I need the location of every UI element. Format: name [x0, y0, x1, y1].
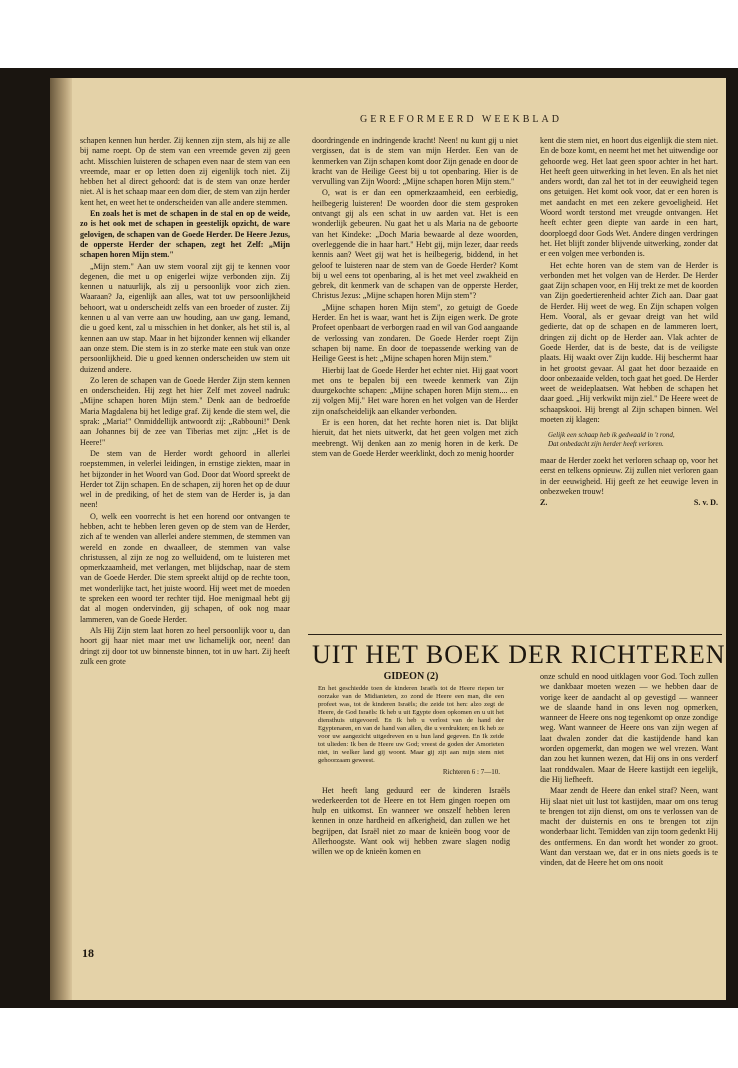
paragraph: Maar zendt de Heere dan enkel straf? Neen, want Hij slaat niet uit lust tot kastijden, maar om ons terug te brengen tot zijn dienst, om ons te verlossen van de macht der duisternis en ons te brengen tot zijn wonderbaar licht. Temidden van zijn toorn gedenkt Hij des ontfermens. En dan wordt het wonder zo groot. Want dan verstaan we, dat er in ons niets goeds is te vinden, dat de Heere het om ons nooit — [540, 786, 718, 868]
column-2 — [312, 136, 518, 460]
paragraph: Zo leren de schapen van de Goede Herder Zijn stem kennen en onderscheiden. Hij zegt het hier Zelf met zoveel nadruk: „Mijne schapen horen Mijn stem." Denk aan de bedroefde Maria Magdalena bij het ledige graf. Zij kende die stem wel, die sprak: „Maria!" Onmiddellijk antwoordt zij: „Rabbouni!" Denk aan Johannes bij de zee van Tiberias met zijn: „Het is de Heere!" — [80, 375, 290, 447]
scripture-reference: Richteren 6 : 7—10. — [442, 768, 500, 777]
section-subtitle: GIDEON (2) — [383, 671, 439, 682]
paragraph: Het echte horen van de stem van de Herder is verbonden met het volgen van de Herder. De Herder gaat Zijn schapen voor, en Hij trekt ze met de koorden van Zijn goedertierenheid achter Zich aan. Daar gaat de Herder. Hij weet de weg. En Zijn schapen volgen Hem. Vooral, als er gevaar dreigt van het wild gedierte, dat op de schapen en de lammeren loert, dringen zij dicht op de Herder aan. Vlak achter de Goede Herder, dat is de beste, dat is de veiligste plaats. Hij waakt over Zijn kudde. Hij beschermt haar in het grootst gevaar. Al gaat het door bezaaide en door onbezaaide velden, toch gaat het goed. De Herder weet de weideplaatsen. Wat hebben de schapen het daar goed. „Hij verkwikt mijn ziel." De Heere weet de schaapskooi. Hij brengt al Zijn schapen binnen. Wel moeten zij klagen: — [540, 260, 718, 425]
paragraph: schapen kennen hun herder. Zij kennen zijn stem, als hij ze alle bij name roept. Op de stem van een vreemde geven zij geen acht. Misschien luisteren de schapen even naar de stem van een vreemde, maar er op letten doen zij eigenlijk toch niet. Zij hebben het al direct gehoord: dat is de stem van onze herder niet. Al is het schaap maar een dom dier, de stem van zijn herder kent het, en weet het te onderscheiden van alle andere stemmen. — [80, 136, 290, 207]
signature-row — [540, 498, 718, 508]
paragraph: O, welk een voorrecht is het een horend oor ontvangen te hebben, acht te hebben leren geven op de stem van de Herder, zich af te wenden van allerlei andere stemmen, de stemmen van wereld en zonde en dwaalleer, de stemmen van valse christussen, al zijn ze nog zo welluidend, om te luisteren met opmerkzaamheid, met verlangen, met blijdschap, naar de stem van de Goede Herder. Die stem spreekt altijd op de rechte toon, met wonderlijke tact, het juiste woord. Hij weet met de moeden te spreken een woord ter rechter tijd. Hoe menigmaal hebt gij dat al mogen ondervinden, gij schapen, of ook nog maar lammeren, van de Goede Herder. — [80, 511, 290, 624]
poem-quote — [548, 431, 718, 448]
paragraph: Het heeft lang geduurd eer de kinderen Israëls wederkeerden tot de Heere en tot Hem gingen roepen om hulp en uitkomst. En wanneer we onszelf hebben leren kennen in onze hardheid en afkerigheid, dan zullen we het begrijpen, dat Israël niet zo maar de knieën boog voor de Allerhoogste. Want ook wij hebben zware slagen nodig willen we op de knieën komen en — [312, 785, 510, 857]
paragraph: O, wat is er dan een opmerkzaamheid, een eerbiedig, heilbegerig luisteren! De woorden door die stem gesproken ontvangt gij als een schat in uw aarden vat. Het is een wonderlijk gebeuren. Nu gaat het u als Maria na de geboorte van het Kindeke: „Doch Maria bewaarde al deze woorden, overleggende die in haar hart." Hebt gij, mijn lezer, daar reeds kennis aan? Weet gij wat het is heilbegerig, biddend, in het geloof te luisteren naar de stem van de Goede Herder? Komt bij u wel eens tot openbaring, al is het met veel zwakheid en gebrek, dit kenmerk van de schapen van de opperste Herder, Christus Jezus: „Mijne schapen horen Mijn stem"? — [312, 188, 518, 301]
poem-line: Gelijk een schaap heb ik gedwaald in 't rond, — [548, 431, 675, 440]
paragraph: maar de Herder zoekt het verloren schaap op, voor het eerst en telkens opnieuw. Zij zullen niet verloren gaan in der eeuwigheid. Hij geeft ze het eeuwige leven in onbezweken trouw! — [540, 456, 718, 497]
column-5 — [540, 672, 718, 870]
paragraph: „Mijne schapen horen Mijn stem", zo getuigt de Goede Herder. En het is waar, want het is Zijn eigen werk. De grote Profeet openbaart de verborgen raad en wil van God aangaande de verlossing van zondaren. De Goede Herder roept Zijn schapen bij name. En door de toepassende werking van de Heilige Geest is het: „Mijne schapen horen Mijn stem." — [312, 302, 518, 364]
column-1 — [80, 136, 290, 668]
paragraph: Er is een horen, dat het rechte horen niet is. Dat blijkt hieruit, dat het niets uitwerkt, dat het geen volgen met zich meebrengt. Wij denken aan zo menig horen in de kerk. De stem van de Goede Herder weerklinkt, doch zo menig hoorder — [312, 418, 518, 458]
scripture-quote: En het geschiedde toen de kinderen Israëls tot de Heere riepen ter oorzake van de Midianieten, zo zond de Heere een man, die een profeet was, tot de kinderen Israëls; die zeide tot hen: alzo zegt de Heere, de God Israëls: Ik heb u uit Egypte doen opkomen en u uit het diensthuis uitgevoerd. En Ik heb u verlost van de hand der Egyptenaren, en van de hand van allen, die u verdrukten; en Ik heb ze voor uw aangezicht uitgedreven en u hun land gegeven. En Ik zeide tot ulieden: Ik ben de Heere uw God; vreest de goden der Amorieten niet, in welker land gij woont. Maar gij zijt aan mijn stem niet gehoorzaam geweest. — [318, 685, 504, 765]
paragraph: En zoals het is met de schapen in de stal en op de weide, zo is het ook met de schapen in geestelijk opzicht, de ware gelovigen, de schapen van de Goede Herder. De Heere Jezus, de opperste Herder der schapen, zegt het Zelf: „Mijn schapen horen Mijn stem." — [80, 209, 290, 260]
column-4 — [312, 672, 510, 859]
paragraph: Als Hij Zijn stem laat horen zo heel persoonlijk voor u, dan hoort gij haar niet maar met uw lichamelijk oor, neen! dan dringt zij door tot uw binnenste binnen, tot in uw hart. Zij heeft zulk een grote — [80, 625, 290, 666]
paragraph: De stem van de Herder wordt gehoord in allerlei roepstemmen, in velerlei leidingen, in ernstige ziekten, maar in het bijzonder in het Woord van God. Door dat Woord spreekt de Herder tot Zijn schapen. En de schapen, zij horen het op de duur wel in de prediking, of het de stem van de Herder is, ja dan neen! — [80, 448, 290, 510]
poem-line: Dat onbedacht zijn herder heeft verloren. — [548, 439, 664, 448]
running-head: GEREFORMEERD WEEKBLAD — [360, 114, 562, 125]
page-number: 18 — [82, 946, 94, 960]
signature-right: S. v. D. — [693, 498, 718, 508]
column-3 — [540, 136, 718, 509]
paragraph: kent die stem niet, en hoort dus eigenlijk die stem niet. En de boze komt, en neemt het met het uitwendige oor gehoorde weg. Het laat geen spoor achter in het hart. Het heeft geen uitwerking in het leven. En als het niet anders wordt, dan zal het tot in der eeuwigheid tegen ons getuigen. Het komt ook voor, dat er een horen is met aandacht en met een zekere gevoeligheid. Het Woord wordt terstond met vreugde ontvangen. Het heeft echter geen diepte van aarde in een hart, doorploegd door Gods Wet. Andere dingen verdringen het. Het blijft zonder blijvende uitwerking, zonder dat er een volgen mee verbonden is. — [540, 136, 718, 259]
paragraph: onze schuld en nood uitklagen voor God. Toch zullen we dankbaar moeten wezen — we hebben daar de vorige keer de aandacht al op gevestigd — wanneer we de slaande hand in ons leven nog opmerken, wanneer de Heere ons nog tegenkomt op onze zondige weg. Want wanneer de Heere ons van zijn wegen af laat dwalen zonder dat die kastijdende hand kan worden opgemerkt, dan mogen we wel vrezen. Want dan zou het kunnen wezen, dat Hij ons in ons verderf laat ronddwalen. Maar de Heere kastijdt een iegelijk, die Hij liefheeft. — [540, 672, 718, 784]
magazine-page — [50, 78, 726, 1000]
section-title: UIT HET BOEK DER RICHTEREN — [312, 640, 726, 669]
binding-spine — [50, 78, 72, 1000]
section-divider — [308, 634, 722, 635]
signature-left: Z. — [540, 498, 548, 508]
paragraph: Hierbij laat de Goede Herder het echter niet. Hij gaat voort met ons te bepalen bij een tweede kenmerk van Zijn duurgekochte schapen: „Mijne schapen horen Mijn stem.... en zij volgen Mij." Het ware horen en het volgen van de Herder zijn onafscheidelijk aan elkander verbonden. — [312, 365, 518, 416]
paragraph: doordringende en indringende kracht! Neen! nu kunt gij u niet vergissen, dat is de stem van mijn Herder. Een van de kenmerken van Zijn schapen komt door Zijn genade en door de kracht van de Heilige Geest bij u tot openbaring. Hier is de vervulling van Zijn Woord: „Mijne schapen horen Mijn stem." — [312, 136, 518, 187]
paragraph: „Mijn stem." Aan uw stem vooral zijt gij te kennen voor degenen, die met u op enigerlei wijze verbonden zijn. Zij kennen u natuurlijk, als zij u persoonlijk voor zich zien. Waaraan? Ja, eigenlijk aan alles, wat tot uw persoonlijkheid behoort, wat u onderscheidt zelfs van een broeder of zuster. Zij kennen u al van verre aan uw houding, aan uw gang. Iemand, die u goed kent, zal u misschien in het donker, als het stil is, al kennen aan uw stap. Maar in het bijzonder kennen wij elkander aan onze stem. Die stem is in zo sterke mate een stuk van onze persoonlijkheid. Die u goed kennen onderscheiden uw stem uit duizend andere. — [80, 261, 290, 374]
